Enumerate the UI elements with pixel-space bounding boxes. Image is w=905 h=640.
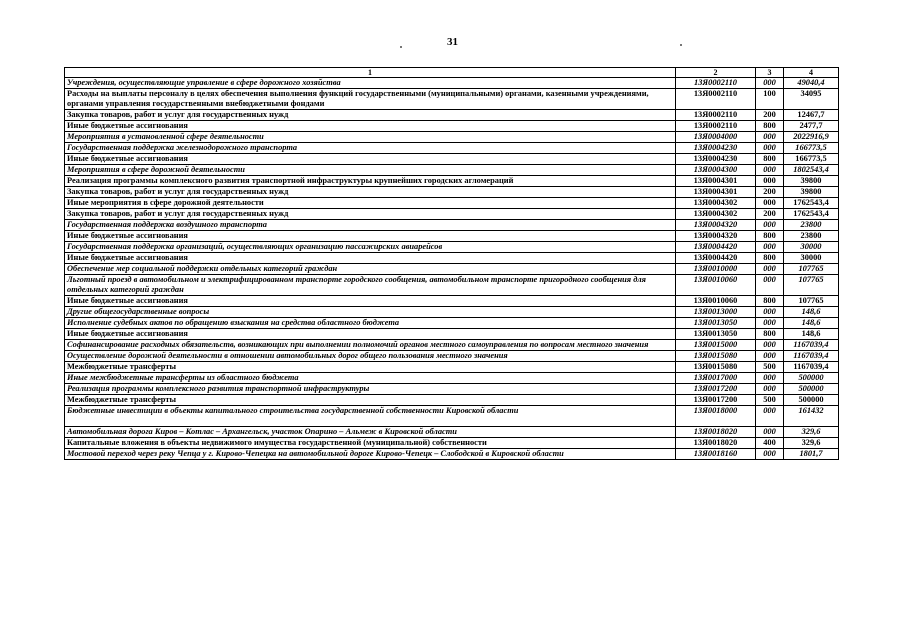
row-code-cell: 13Я0013000: [676, 307, 756, 318]
row-code-cell: 13Я0010060: [676, 296, 756, 307]
row-type-cell: 800: [756, 121, 784, 132]
table-row: [65, 307, 839, 318]
row-amount-cell: 1802543,4: [784, 165, 839, 176]
row-code-cell: 13Я0018000: [676, 406, 756, 427]
row-name-cell: Исполнение судебных актов по обращению взыскания на средства областного бюджета: [65, 318, 676, 329]
row-type-cell: 800: [756, 253, 784, 264]
row-type-cell: 200: [756, 110, 784, 121]
row-amount-cell: 49040,4: [784, 78, 839, 89]
row-name-cell: Межбюджетные трансферты: [65, 395, 676, 406]
table-row: [65, 340, 839, 351]
row-name-cell: Иные бюджетные ассигнования: [65, 296, 676, 307]
row-name-cell: Учреждения, осуществляющие управление в сфере дорожного хозяйства: [65, 78, 676, 89]
row-type-cell: 000: [756, 340, 784, 351]
scan-speck: [680, 44, 682, 46]
row-amount-cell: 166773,5: [784, 143, 839, 154]
row-name-cell: Льготный проезд в автомобильном и электрифицированном транспорте городского сообщения, автомобильном транспорте пригородного сообщения для отдельных категорий граждан: [65, 275, 676, 296]
row-name-cell: Иные бюджетные ассигнования: [65, 154, 676, 165]
table-row: [65, 438, 839, 449]
row-type-cell: 000: [756, 449, 784, 460]
row-code-cell: 13Я0004302: [676, 198, 756, 209]
row-amount-cell: 30000: [784, 253, 839, 264]
table-row: [65, 242, 839, 253]
table-row: [65, 329, 839, 340]
row-amount-cell: 148,6: [784, 329, 839, 340]
table-row: [65, 231, 839, 242]
row-amount-cell: 500000: [784, 395, 839, 406]
page-number: 31: [447, 36, 458, 48]
row-code-cell: 13Я0013050: [676, 318, 756, 329]
row-code-cell: 13Я0018160: [676, 449, 756, 460]
row-name-cell: Государственная поддержка воздушного транспорта: [65, 220, 676, 231]
row-name-cell: Осуществление дорожной деятельности в отношении автомобильных дорог общего пользования местного значения: [65, 351, 676, 362]
table-row: [65, 384, 839, 395]
table-row: [65, 253, 839, 264]
row-type-cell: 000: [756, 198, 784, 209]
row-type-cell: 800: [756, 154, 784, 165]
table-row: [65, 110, 839, 121]
row-amount-cell: 500000: [784, 373, 839, 384]
row-code-cell: 13Я0010000: [676, 264, 756, 275]
row-name-cell: Иные бюджетные ассигнования: [65, 329, 676, 340]
row-code-cell: 13Я0015080: [676, 362, 756, 373]
row-name-cell: Другие общегосударственные вопросы: [65, 307, 676, 318]
row-name-cell: Иные бюджетные ассигнования: [65, 231, 676, 242]
row-code-cell: 13Я0002110: [676, 121, 756, 132]
row-type-cell: 000: [756, 427, 784, 438]
table-row: [65, 121, 839, 132]
table-row: [65, 132, 839, 143]
row-code-cell: 13Я0004302: [676, 209, 756, 220]
table-row: [65, 406, 839, 427]
row-type-cell: 800: [756, 296, 784, 307]
row-amount-cell: 12467,7: [784, 110, 839, 121]
row-code-cell: 13Я0017200: [676, 384, 756, 395]
row-type-cell: 000: [756, 373, 784, 384]
row-name-cell: Расходы на выплаты персоналу в целях обеспечения выполнения функций государственными (муниципальными) органами, казенными учреждениями, органами управления государственными внебюджетными фондами: [65, 89, 676, 110]
row-type-cell: 000: [756, 242, 784, 253]
table-row: [65, 209, 839, 220]
row-code-cell: 13Я0004420: [676, 242, 756, 253]
row-type-cell: 000: [756, 220, 784, 231]
row-code-cell: 13Я0004230: [676, 154, 756, 165]
table-row: [65, 187, 839, 198]
row-type-cell: 400: [756, 438, 784, 449]
row-amount-cell: 500000: [784, 384, 839, 395]
row-amount-cell: 148,6: [784, 318, 839, 329]
row-name-cell: Мероприятия в сфере дорожной деятельности: [65, 165, 676, 176]
row-name-cell: Закупка товаров, работ и услуг для государственных нужд: [65, 187, 676, 198]
row-amount-cell: 1167039,4: [784, 351, 839, 362]
row-type-cell: 000: [756, 165, 784, 176]
row-amount-cell: 2477,7: [784, 121, 839, 132]
row-type-cell: 000: [756, 132, 784, 143]
row-type-cell: 000: [756, 78, 784, 89]
row-amount-cell: 107765: [784, 275, 839, 296]
row-type-cell: 000: [756, 275, 784, 296]
row-type-cell: 000: [756, 264, 784, 275]
table-row: [65, 351, 839, 362]
row-code-cell: 13Я0004300: [676, 165, 756, 176]
row-amount-cell: 1167039,4: [784, 362, 839, 373]
table-row: [65, 362, 839, 373]
row-code-cell: 13Я0002110: [676, 110, 756, 121]
budget-table: [64, 67, 839, 460]
row-name-cell: Реализация программы комплексного развития транспортной инфраструктуры: [65, 384, 676, 395]
row-code-cell: 13Я0017200: [676, 395, 756, 406]
row-type-cell: 000: [756, 176, 784, 187]
row-code-cell: 13Я0015080: [676, 351, 756, 362]
row-name-cell: Иные бюджетные ассигнования: [65, 121, 676, 132]
row-type-cell: 000: [756, 384, 784, 395]
row-code-cell: 13Я0004230: [676, 143, 756, 154]
row-name-cell: Автомобильная дорога Киров – Котлас – Архангельск, участок Опарино – Альмеж в Кировской области: [65, 427, 676, 438]
row-name-cell: Межбюджетные трансферты: [65, 362, 676, 373]
row-amount-cell: 1167039,4: [784, 340, 839, 351]
row-name-cell: Реализация программы комплексного развития транспортной инфраструктуры крупнейших городских агломераций: [65, 176, 676, 187]
table-row: [65, 264, 839, 275]
row-code-cell: 13Я0004301: [676, 187, 756, 198]
row-type-cell: 200: [756, 187, 784, 198]
row-name-cell: Мостовой переход через реку Чепца у г. Кирово-Чепецка на автомобильной дороге Кирово-Чепецк – Слободской в Кировской области: [65, 449, 676, 460]
table-row: [65, 154, 839, 165]
row-name-cell: Капитальные вложения в объекты недвижимого имущества государственной (муниципальной) собственности: [65, 438, 676, 449]
row-name-cell: Софинансирование расходных обязательств, возникающих при выполнении полномочий органов местного самоуправления по вопросам местного значения: [65, 340, 676, 351]
row-amount-cell: 1762543,4: [784, 209, 839, 220]
row-code-cell: 13Я0004320: [676, 231, 756, 242]
row-code-cell: 13Я0002110: [676, 89, 756, 110]
row-type-cell: 000: [756, 406, 784, 427]
row-type-cell: 000: [756, 351, 784, 362]
row-code-cell: 13Я0017000: [676, 373, 756, 384]
row-type-cell: 500: [756, 362, 784, 373]
row-code-cell: 13Я0004320: [676, 220, 756, 231]
row-name-cell: Обеспечение мер социальной поддержки отдельных категорий граждан: [65, 264, 676, 275]
row-code-cell: 13Я0015000: [676, 340, 756, 351]
row-name-cell: Мероприятия в установленной сфере деятельности: [65, 132, 676, 143]
row-amount-cell: 23800: [784, 220, 839, 231]
row-amount-cell: 1801,7: [784, 449, 839, 460]
row-amount-cell: 30000: [784, 242, 839, 253]
row-name-cell: Иные бюджетные ассигнования: [65, 253, 676, 264]
row-type-cell: 000: [756, 318, 784, 329]
row-amount-cell: 1762543,4: [784, 198, 839, 209]
row-name-cell: Иные межбюджетные трансферты из областного бюджета: [65, 373, 676, 384]
row-amount-cell: 39800: [784, 187, 839, 198]
row-code-cell: 13Я0004000: [676, 132, 756, 143]
row-type-cell: 000: [756, 143, 784, 154]
table-row: [65, 296, 839, 307]
row-type-cell: 000: [756, 307, 784, 318]
table-row: [65, 78, 839, 89]
table-row: [65, 275, 839, 296]
table-row: [65, 373, 839, 384]
row-code-cell: 13Я0004420: [676, 253, 756, 264]
table-row: [65, 176, 839, 187]
row-type-cell: 500: [756, 395, 784, 406]
table-row: [65, 427, 839, 438]
table-row: [65, 395, 839, 406]
row-amount-cell: 107765: [784, 296, 839, 307]
table-header-row: [65, 68, 839, 78]
row-amount-cell: 329,6: [784, 438, 839, 449]
row-amount-cell: 166773,5: [784, 154, 839, 165]
row-code-cell: 13Я0004301: [676, 176, 756, 187]
row-name-cell: Государственная поддержка железнодорожного транспорта: [65, 143, 676, 154]
table-row: [65, 318, 839, 329]
row-name-cell: Иные мероприятия в сфере дорожной деятельности: [65, 198, 676, 209]
row-amount-cell: 107765: [784, 264, 839, 275]
table-row: [65, 220, 839, 231]
row-code-cell: 13Я0002110: [676, 78, 756, 89]
row-amount-cell: 2022916,9: [784, 132, 839, 143]
row-name-cell: Бюджетные инвестиции в объекты капитального строительства государственной собственности Кировской области: [65, 406, 676, 427]
table-row: [65, 198, 839, 209]
row-amount-cell: 161432: [784, 406, 839, 427]
header-col-4: 4: [784, 68, 839, 78]
row-amount-cell: 34095: [784, 89, 839, 110]
row-amount-cell: 329,6: [784, 427, 839, 438]
row-code-cell: 13Я0010060: [676, 275, 756, 296]
row-type-cell: 800: [756, 329, 784, 340]
row-amount-cell: 39800: [784, 176, 839, 187]
row-code-cell: 13Я0018020: [676, 427, 756, 438]
row-type-cell: 800: [756, 231, 784, 242]
header-col-2: 2: [676, 68, 756, 78]
header-col-3: 3: [756, 68, 784, 78]
row-type-cell: 200: [756, 209, 784, 220]
row-name-cell: Закупка товаров, работ и услуг для государственных нужд: [65, 110, 676, 121]
header-col-1: 1: [65, 68, 676, 78]
row-code-cell: 13Я0013050: [676, 329, 756, 340]
row-name-cell: Закупка товаров, работ и услуг для государственных нужд: [65, 209, 676, 220]
scan-speck: [400, 46, 402, 48]
row-code-cell: 13Я0018020: [676, 438, 756, 449]
table-row: [65, 89, 839, 110]
table-row: [65, 143, 839, 154]
row-amount-cell: 148,6: [784, 307, 839, 318]
row-type-cell: 100: [756, 89, 784, 110]
row-name-cell: Государственная поддержка организаций, осуществляющих организацию пассажирских авиарейсов: [65, 242, 676, 253]
table-row: [65, 449, 839, 460]
row-amount-cell: 23800: [784, 231, 839, 242]
table-row: [65, 165, 839, 176]
